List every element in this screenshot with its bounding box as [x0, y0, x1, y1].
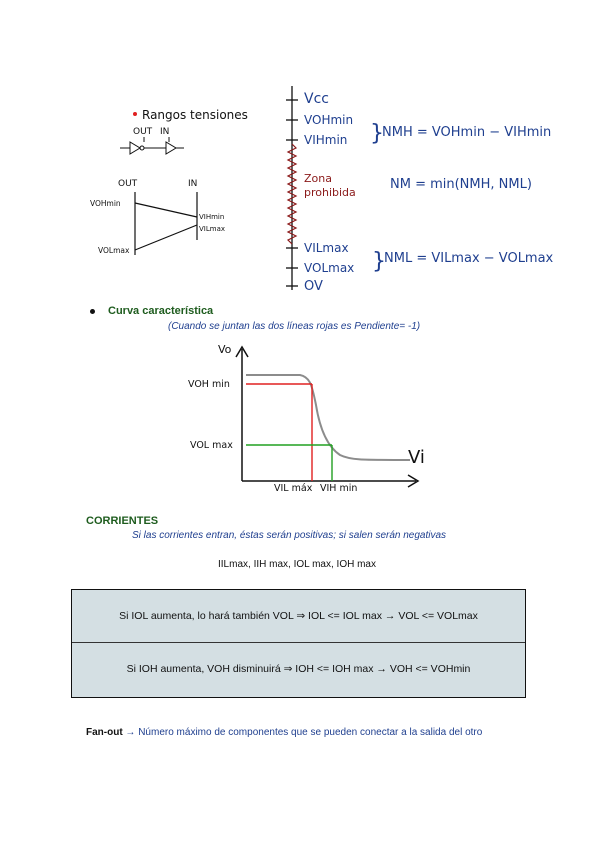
corrientes-title: CORRIENTES [86, 515, 159, 527]
vih-min-label: VIHmin [199, 213, 225, 221]
out-label: OUT [118, 179, 138, 189]
voh-min-label: VOHmin [90, 199, 121, 208]
x-axis-label: Vi [408, 447, 425, 468]
prohibida-label: prohibida [304, 186, 356, 199]
nml-formula: NML = VILmax − VOLmax [384, 251, 554, 266]
nm-formula: NM = min(NMH, NML) [390, 177, 532, 192]
voltage-scale-svg [270, 78, 560, 298]
voltage-scale [270, 78, 560, 298]
corrientes-note: Si las corrientes entran, éstas serán positivas; si salen serán negativas [132, 530, 447, 541]
currents-row-iol: Si IOL aumenta, lo hará también VOL ⇒ IOL <= IOL max → VOL <= VOLmax [119, 610, 478, 622]
brace-nmh: } [370, 121, 384, 146]
brace-nml: } [372, 249, 386, 274]
nmh-formula: NMH = VOHmin − VIHmin [382, 125, 552, 140]
curva-note: (Cuando se juntan las dos líneas rojas es Pendiente= -1) [168, 321, 421, 332]
ov-label: OV [304, 279, 323, 294]
transfer-chart [180, 335, 440, 495]
vil-max-label: VILmax [199, 225, 226, 233]
transfer-chart-svg [180, 335, 440, 495]
scale-vihmin: VIHmin [304, 133, 348, 147]
corrientes-list: IILmax, IIH max, IOL max, IOH max [218, 559, 376, 570]
rangos-title: Rangos tensiones [142, 108, 248, 122]
gate-symbols [120, 142, 184, 154]
left-diagram [80, 100, 280, 270]
y-tick-vol: VOL max [190, 440, 233, 451]
red-dot [133, 112, 137, 116]
gate-out-label: OUT [133, 127, 153, 137]
in-label: IN [188, 179, 198, 189]
gate-in-label: IN [160, 127, 170, 137]
y-axis-label: Vo [218, 343, 232, 356]
x-tick-vil: VIL máx [274, 483, 313, 494]
vol-max-label: VOLmax [98, 246, 130, 255]
scale-vilmax: VILmax [304, 241, 349, 255]
zona-label: Zona [304, 172, 332, 185]
bullet-dot [90, 309, 95, 314]
currents-box [71, 589, 526, 698]
x-tick-vih: VIH min [320, 483, 358, 494]
fanout-text: → Número máximo de componentes que se pueden conectar a la salida del otro [122, 727, 483, 738]
vcc-label: Vcc [304, 91, 329, 107]
gate-diagram-svg [80, 100, 280, 270]
scale-volmax: VOLmax [304, 261, 355, 275]
fanout-line [86, 727, 482, 738]
currents-row-ioh: Si IOH aumenta, VOH disminuirá ⇒ IOH <= IOH max → VOH <= VOHmin [72, 642, 525, 695]
fanout-label: Fan-out [86, 727, 123, 738]
scale-vohmin: VOHmin [304, 113, 354, 127]
y-tick-voh: VOH min [188, 379, 230, 390]
curva-title: Curva característica [108, 305, 214, 317]
transfer-curve [246, 375, 410, 460]
